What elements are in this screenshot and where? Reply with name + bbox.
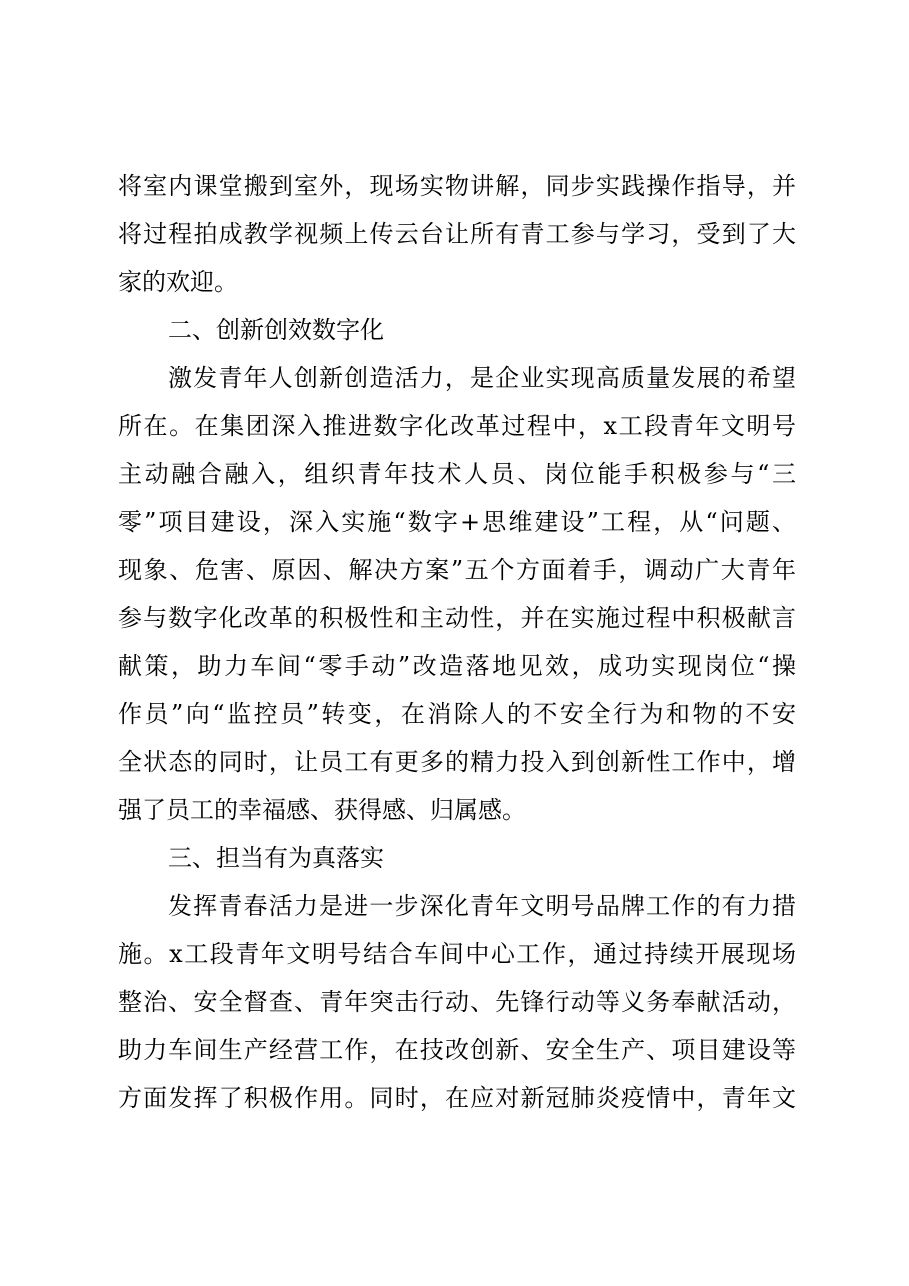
line-text: 将室内课堂搬到室外，现场实物讲解，同步实践操作指导，并	[118, 172, 798, 200]
line-text: 方面发挥了积极作用。同时，在应对新冠肺炎疫情中，青年文	[118, 1084, 798, 1112]
line-text: 所在。在集团深入推进数字化改革过程中，x工段青年文明号	[118, 412, 798, 440]
text-line	[0, 1078, 909, 1118]
line-text: 献策，助力车间“零手动”改造落地见效，成功实现岗位“操	[118, 652, 799, 680]
text-line	[0, 214, 909, 254]
line-text: 强了员工的幸福感、获得感、归属感。	[118, 796, 526, 824]
line-text: 整治、安全督查、青年突击行动、先锋行动等义务奉献活动，	[118, 988, 798, 1016]
line-text: 将过程拍成教学视频上传云台让所有青工参与学习，受到了大	[118, 220, 798, 248]
text-line	[0, 502, 909, 542]
text-line	[0, 646, 909, 686]
line-text: 零”项目建设，深入实施“数字+思维建设”工程，从“问题、	[118, 508, 799, 536]
heading-text: 三、担当有为真落实	[168, 844, 384, 872]
text-line	[0, 886, 909, 926]
heading-text: 二、创新创效数字化	[168, 316, 384, 344]
text-line	[0, 934, 909, 974]
line-text: 全状态的同时，让员工有更多的精力投入到创新性工作中，增	[118, 748, 798, 776]
section-heading	[0, 838, 909, 878]
line-text: 参与数字化改革的积极性和主动性，并在实施过程中积极献言	[118, 604, 798, 632]
line-text: 现象、危害、原因、解决方案”五个方面着手，调动广大青年	[118, 556, 798, 584]
text-line	[0, 742, 909, 782]
line-text: 助力车间生产经营工作，在技改创新、安全生产、项目建设等	[118, 1036, 798, 1064]
text-line	[0, 166, 909, 206]
text-line	[0, 982, 909, 1022]
line-text: 家的欢迎。	[118, 268, 238, 296]
text-line	[0, 1030, 909, 1070]
section-heading	[0, 310, 909, 350]
line-text: 发挥青春活力是进一步深化青年文明号品牌工作的有力措	[168, 892, 798, 920]
text-line	[0, 358, 909, 398]
text-line	[0, 454, 909, 494]
line-text: 施。x工段青年文明号结合车间中心工作，通过持续开展现场	[118, 940, 798, 968]
text-line	[0, 550, 909, 590]
text-line	[0, 598, 909, 638]
text-line	[0, 790, 909, 830]
text-line	[0, 262, 909, 302]
text-line	[0, 694, 909, 734]
line-text: 主动融合融入，组织青年技术人员、岗位能手积极参与“三	[118, 460, 799, 488]
text-line	[0, 406, 909, 446]
line-text: 激发青年人创新创造活力，是企业实现高质量发展的希望	[168, 364, 798, 392]
line-text: 作员”向“监控员”转变，在消除人的不安全行为和物的不安	[118, 700, 799, 728]
